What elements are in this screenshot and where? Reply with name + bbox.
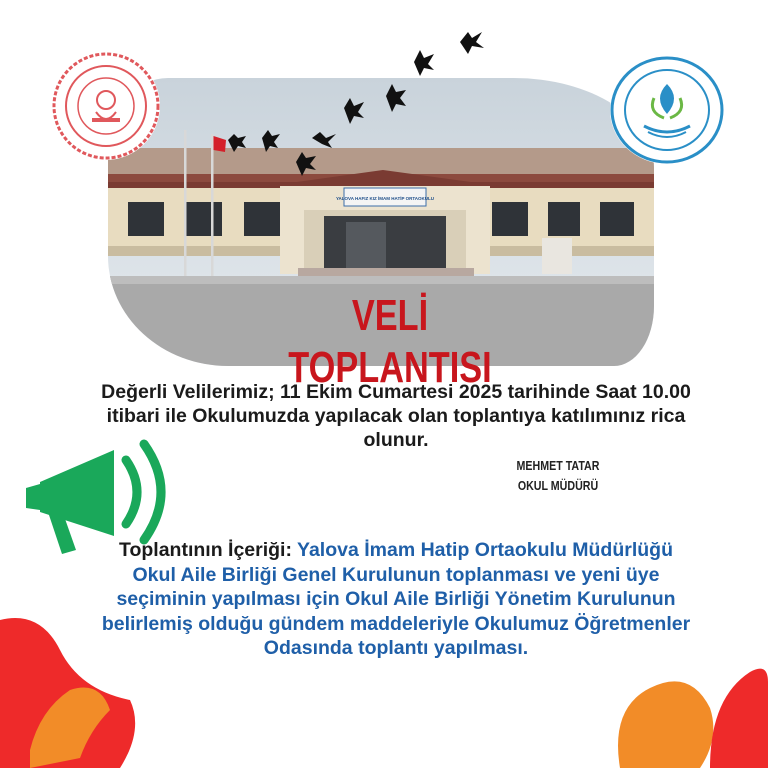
school-sign: YALOVA HAFIZ KIZ İMAM HATİP ORTAOKULU: [335, 196, 435, 201]
school-logo-icon: [608, 54, 726, 166]
decorative-blob-left: [0, 600, 140, 768]
content-label: Toplantının İçeriği:: [119, 539, 292, 561]
principal-name: MEHMET TATAR: [516, 458, 600, 473]
birds-icon: [200, 20, 520, 180]
announcement-text: Değerli Velilerimiz; 11 Ekim Cumartesi 2025 tarihinde Saat 10.00 itibari ile Okulumuzda yapılacak olan toplantıya katılımınız rica olunur.: [101, 381, 691, 451]
principal-title: OKUL MÜDÜRÜ: [517, 478, 599, 493]
page-title: VELİ TOPLANTISI: [288, 291, 492, 392]
meb-logo-icon: [50, 50, 162, 162]
signature-block: [501, 456, 616, 496]
content-text: Yalova İmam Hatip Ortaokulu Müdürlüğü Okul Aile Birliği Genel Kurulunun toplanması ve yeni üye seçiminin yapılması için Okul Aile Birliği Yönetim Kurulunun belirlemiş olduğu gündem maddeleriyle Okulumuz Öğretmenler Odasında toplantı yapılması.: [101, 539, 691, 659]
decorative-blob-right: [600, 620, 768, 768]
